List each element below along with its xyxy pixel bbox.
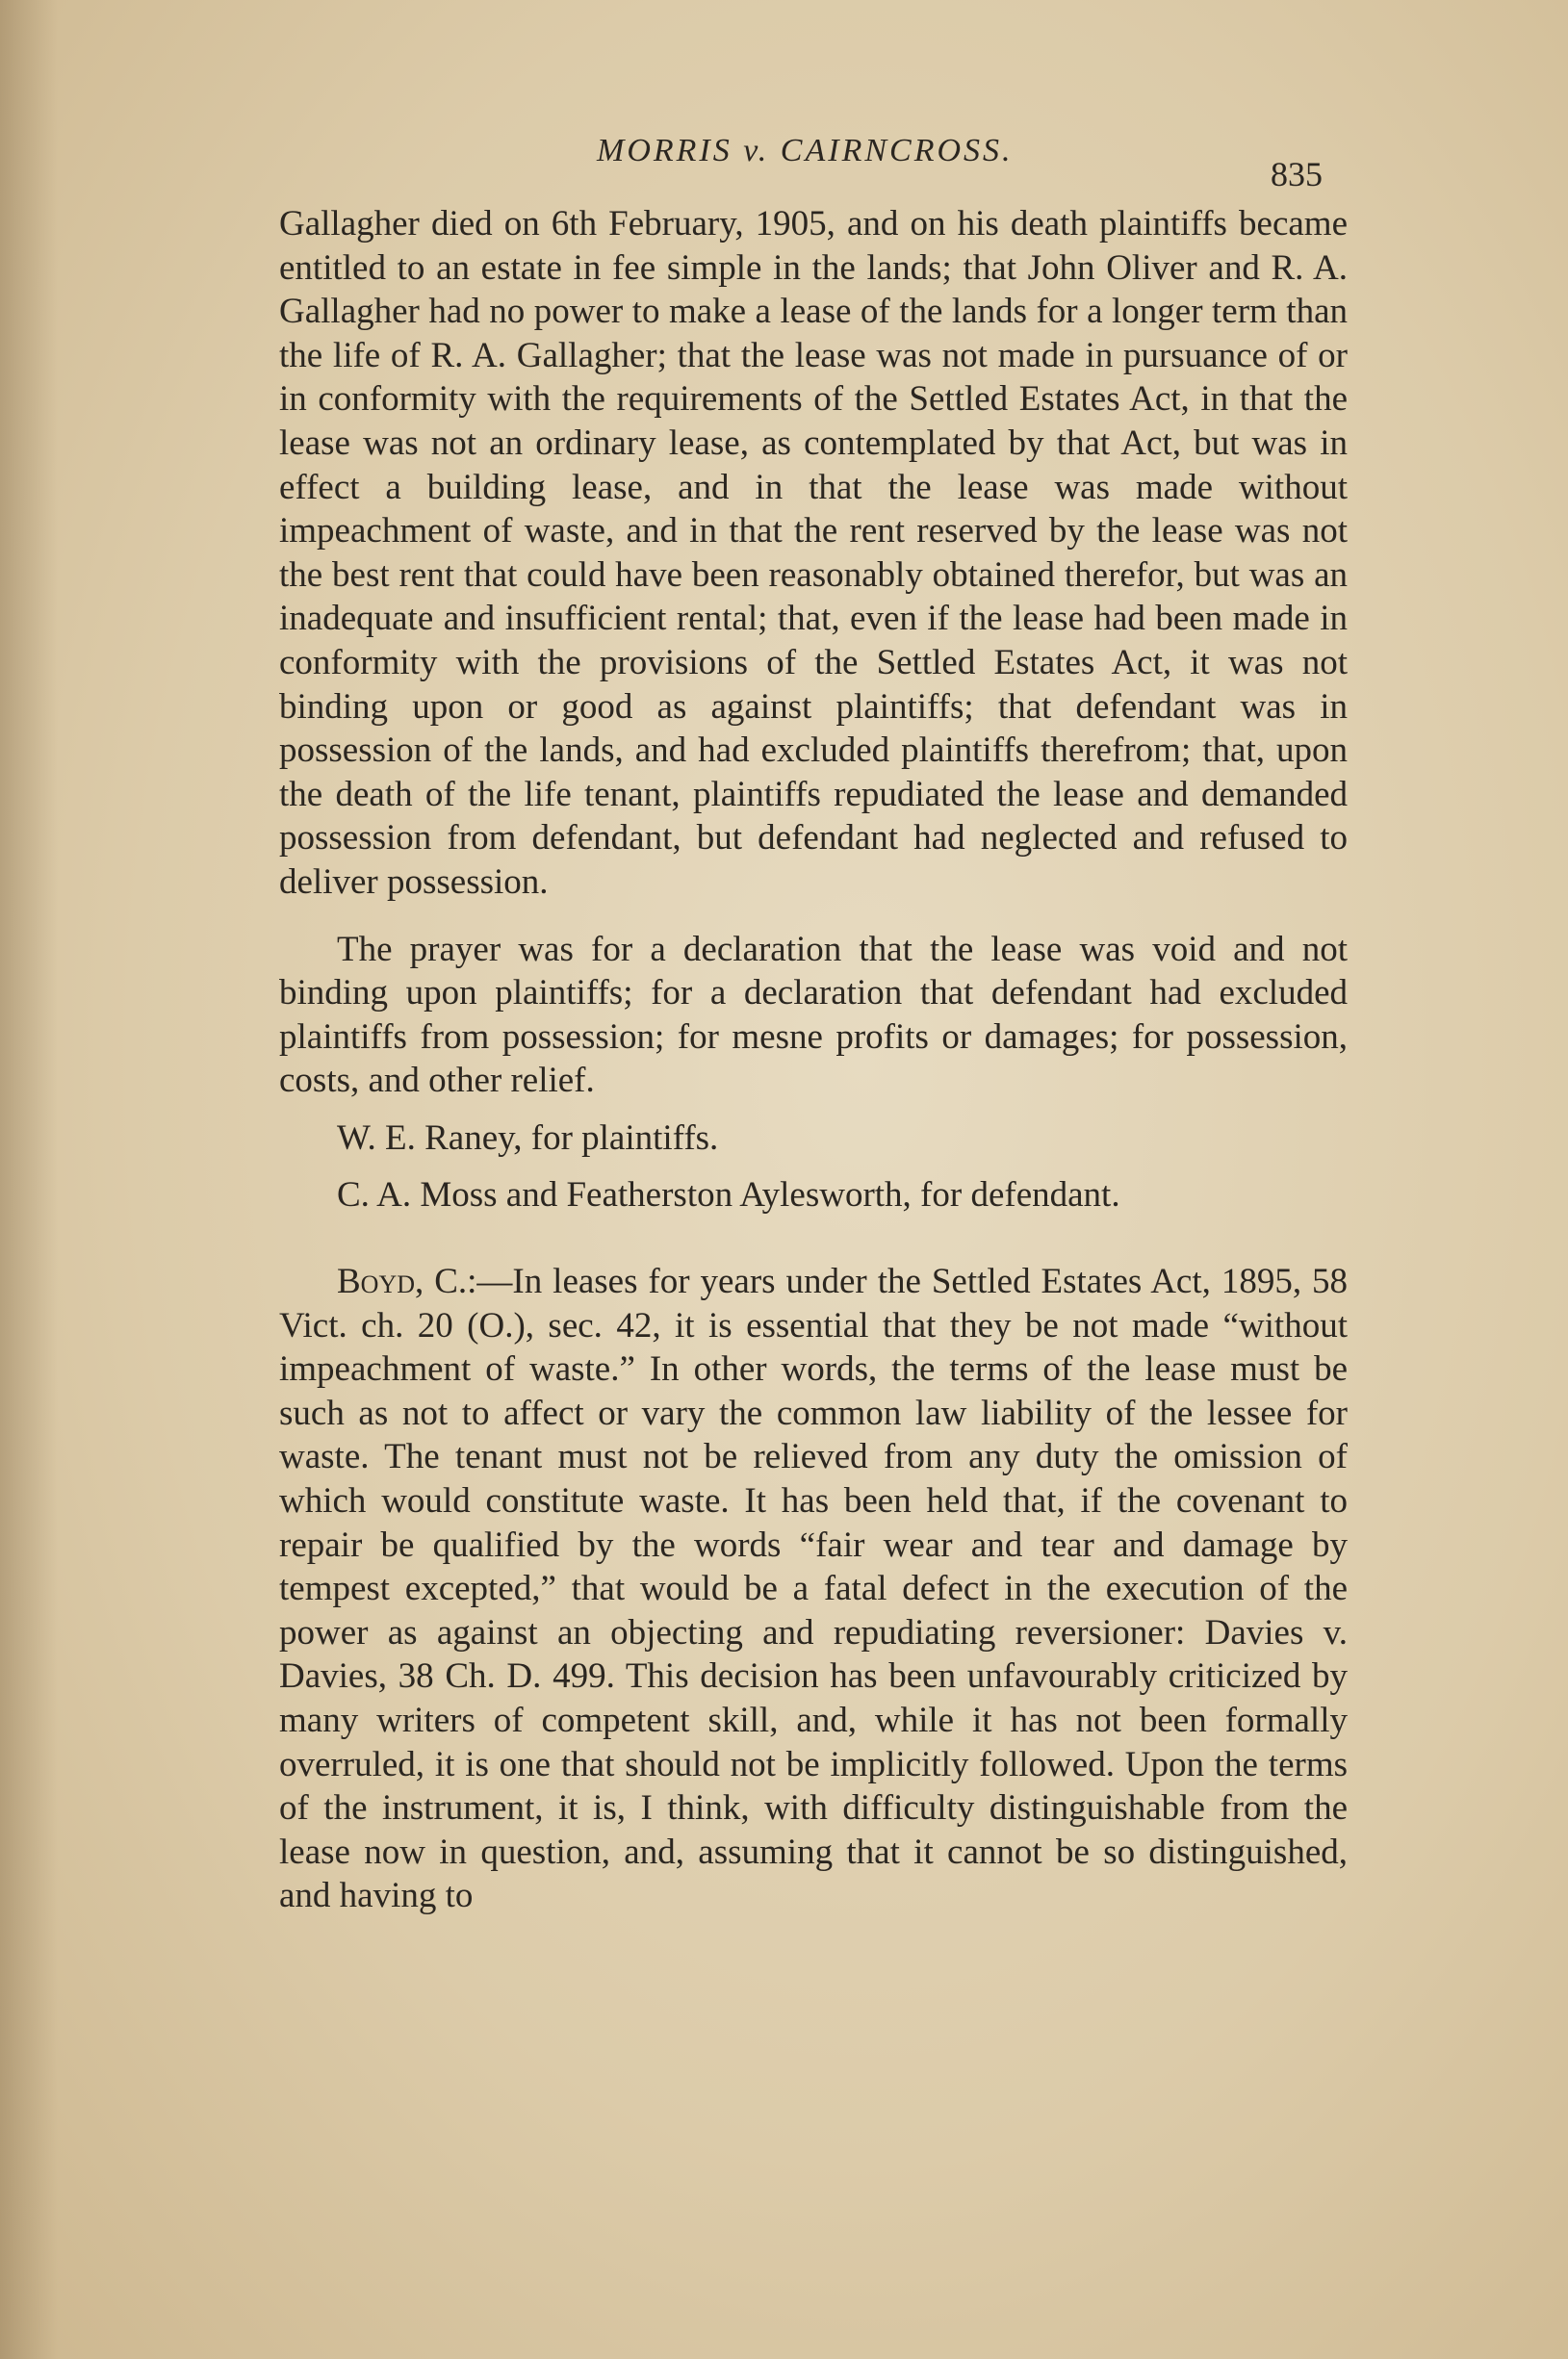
page-number: 835 (1271, 155, 1323, 193)
body-text (279, 202, 1348, 1918)
running-title: MORRIS v. CAIRNCROSS. (597, 133, 1014, 168)
judgment-text: :—In leases for years under the Settled Estates Act, 1895, 58 Vict. ch. 20 (O.), sec. 42, it is essential that they be not made “without impeachment of waste.” In other words, the terms of the lease must be such as not to affect or vary the common law liability of the lessee for waste. The tenant must not be relieved from any duty the omission of which would constitute waste. It has been held that, if the covenant to repair be qualified by the words “fair wear and tear and damage by tempest excepted,” that would be a fatal defect in the execution of the power as against an objecting and repudiating reversioner: Davies v. Davies, 38 Ch. D. 499. This decision has been unfavourably criticized by many writers of competent skill, and, while it has not been formally overruled, it is one that should not be implicitly followed. Upon the terms of the instrument, it is, I think, with difficulty distinguishable from the lease now in question, and, assuming that it cannot be so distinguished, and having to (279, 1262, 1349, 1916)
paragraph-statement-of-claim: Gallagher died on 6th February, 1905, and on his death plaintiffs became entitled to an estate in fee simple in the lands; that John Oliver and R. A. Gallagher had no power to make a lease of the lands for a longer term than the life of R. A. Gallagher; that the lease was not made in pursuance of or in conformity with the requirements of the Settled Estates Act, in that the lease was not an ordinary lease, as contemplated by that Act, but was in effect a building lease, and in that the lease was made without impeachment of waste, and in that the rent reserved by the lease was not the best rent that could have been reasonably obtained therefor, but was an inadequate and insufficient rental; that, even if the lease had been made in conformity with the provisions of the Settled Estates Act, it was not binding upon or good as against plaintiffs; that defendant was in possession of the lands, and had excluded plaintiffs therefrom; that, upon the death of the life tenant, plaintiffs repudiated the lease and demanded possession from defendant, but defendant had neglected and refused to deliver possession. (279, 204, 1348, 902)
judge-name: Boyd, C. (337, 1262, 468, 1302)
counsel-defendant: C. A. Moss and Featherston Aylesworth, for defendant. (337, 1175, 1120, 1216)
paragraph-judgment (279, 1260, 1348, 1918)
gutter-shadow (0, 0, 58, 2359)
paragraph-prayer: The prayer was for a declaration that the lease was void and not binding upon plaintiffs; for a declaration that defendant had excluded plaintiffs from possession; for mesne profits or damages; for possession, costs, and other relief. (279, 929, 1348, 1101)
counsel-plaintiffs: W. E. Raney, for plaintiffs. (337, 1117, 719, 1158)
running-head (0, 133, 1568, 191)
